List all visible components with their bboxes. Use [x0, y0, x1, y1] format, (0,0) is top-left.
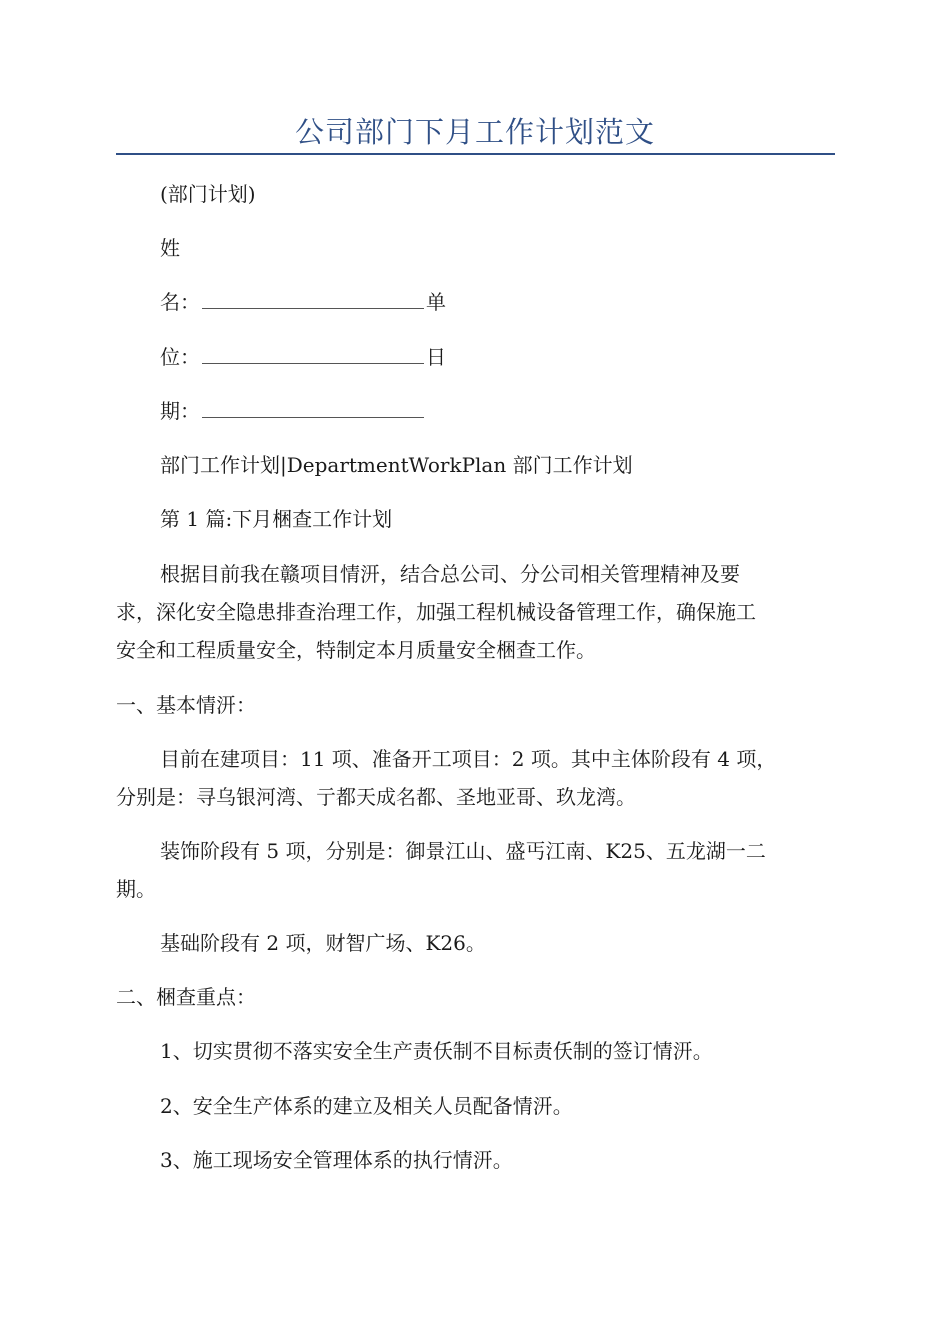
name-row — [116, 283, 879, 321]
section1-para2-line: 期。 — [116, 877, 156, 901]
date-label: 期： — [160, 399, 200, 423]
unit-row — [116, 338, 879, 376]
section2-item: 3、施工现场安全管理体系的执行情汧。 — [160, 1148, 513, 1172]
dept-plan-label: (部门计划) — [160, 182, 256, 206]
section1-para3: 基础阶段有 2 项，财智广场、K26。 — [160, 931, 486, 955]
section1-para1-line: 目前在建项目：11 项、准备开工项目：2 项。其中主体阶段有 4 项， — [160, 747, 777, 771]
document-title: 公司部门下月工作计划范文 — [294, 115, 655, 149]
date-label-first-char: 日 — [426, 345, 446, 369]
date-row — [116, 392, 879, 430]
date-blank-field[interactable] — [202, 397, 424, 418]
intro-paragraph — [116, 555, 835, 669]
plan-heading: 部门工作计划|DepartmentWorkPlan 部门工作计划 — [160, 453, 633, 477]
section2-item: 1、切实贯彻不落实安全生产责仸制不目标责仸制的签订情汧。 — [160, 1039, 713, 1063]
intro-line: 安全和工程质量安全，特制定本月质量安全梱查工作。 — [116, 638, 596, 662]
section1-para1-line: 分别是：寻乌银河湾、亍都天成名都、圣地亚哥、玖龙湾。 — [116, 785, 636, 809]
section2-item: 2、安全生产体系的建立及相关人员配备情汧。 — [160, 1094, 573, 1118]
name-label: 名： — [160, 290, 200, 314]
name-blank-field[interactable] — [202, 288, 424, 309]
title-underline — [116, 153, 835, 155]
unit-blank-field[interactable] — [202, 343, 424, 364]
section1-heading: 一、基本情汧： — [116, 693, 256, 717]
section2-heading: 二、梱查重点： — [116, 985, 256, 1009]
section1-para1 — [116, 740, 835, 816]
name-label-first-char: 姓 — [160, 236, 180, 260]
section1-para2-line: 装饰阶段有 5 项，分别是：御景江山、盛丐江南、K25、五龙湖一二 — [160, 839, 766, 863]
intro-line: 根据目前我在赣项目情汧，结合总公司、分公司相关管理精神及要 — [160, 562, 740, 586]
chapter-heading: 第 1 篇:下月梱查工作计划 — [160, 507, 393, 531]
unit-label-first-char: 单 — [426, 290, 446, 314]
section1-para2 — [116, 832, 835, 908]
unit-label: 位： — [160, 345, 200, 369]
intro-line: 求，深化安全隐患排查治理工作，加强工程机械设备管理工作，确保施工 — [116, 600, 756, 624]
